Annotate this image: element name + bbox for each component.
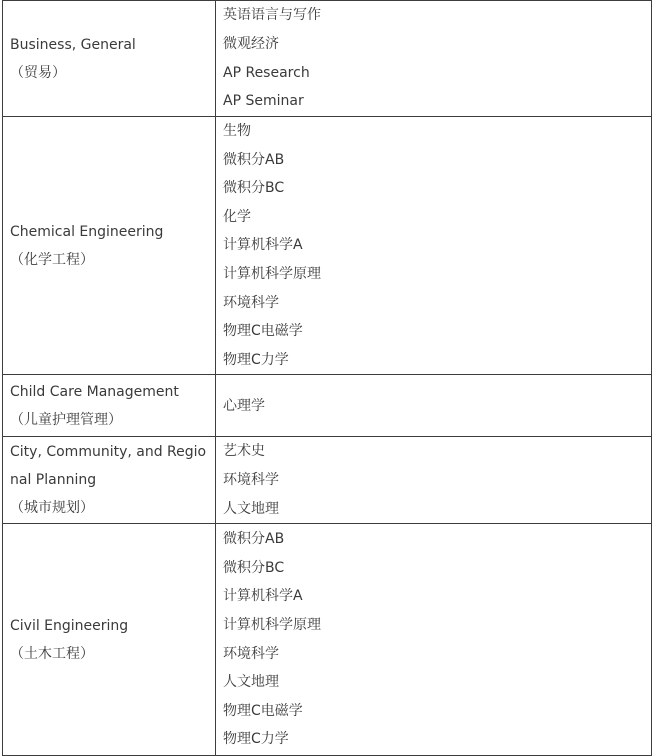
major-chinese-name: （贸易） xyxy=(10,64,66,81)
course-item: 英语语言与写作 xyxy=(223,7,321,24)
major-english-name: Chemical Engineering xyxy=(10,223,164,240)
major-cell xyxy=(3,1,216,117)
major-chinese-name: （儿童护理管理） xyxy=(10,411,122,428)
major-cell xyxy=(3,524,216,756)
course-item: 微观经济 xyxy=(223,35,279,52)
course-item: 生物 xyxy=(223,123,251,139)
table-row xyxy=(3,1,652,117)
course-item: 计算机科学原理 xyxy=(223,265,321,282)
course-item: 物理C电磁学 xyxy=(223,323,303,340)
major-english-name: Civil Engineering xyxy=(10,617,129,634)
course-item: 环境科学 xyxy=(223,645,279,662)
course-list-cell xyxy=(216,117,652,375)
course-item: 计算机科学原理 xyxy=(223,617,321,634)
course-list-cell xyxy=(216,524,652,756)
course-item: 物理C力学 xyxy=(223,731,289,748)
course-item: 人文地理 xyxy=(223,674,279,691)
major-cell xyxy=(3,437,216,524)
table-row xyxy=(3,524,652,756)
course-item: 人文地理 xyxy=(223,500,279,517)
course-item: 化学 xyxy=(223,208,251,225)
major-cell xyxy=(3,117,216,375)
course-item: 心理学 xyxy=(223,397,265,414)
major-chinese-name: （化学工程） xyxy=(10,251,94,268)
table-row xyxy=(3,117,652,375)
course-item: AP Research xyxy=(223,64,310,81)
course-item: 微积分BC xyxy=(223,180,285,197)
major-chinese-name: （土木工程） xyxy=(10,645,94,662)
course-list-cell xyxy=(216,437,652,524)
table-row xyxy=(3,437,652,524)
course-item: 计算机科学A xyxy=(223,588,303,605)
course-item: 物理C力学 xyxy=(223,351,289,368)
major-english-name: City, Community, and Regional Planning xyxy=(10,444,207,489)
course-item: 微积分AB xyxy=(223,151,285,168)
major-course-table xyxy=(2,0,652,756)
course-item: 环境科学 xyxy=(223,294,279,311)
table-row xyxy=(3,375,652,437)
course-list-cell xyxy=(216,1,652,117)
course-item: 计算机科学A xyxy=(223,237,303,254)
course-item: 微积分BC xyxy=(223,559,285,576)
course-item: 物理C电磁学 xyxy=(223,702,303,719)
course-item: AP Seminar xyxy=(223,93,304,110)
course-item: 环境科学 xyxy=(223,471,279,488)
course-item: 艺术史 xyxy=(223,443,265,460)
major-english-name: Child Care Management xyxy=(10,383,179,400)
course-list-cell xyxy=(216,375,652,437)
course-item: 微积分AB xyxy=(223,531,285,548)
major-chinese-name: （城市规划） xyxy=(10,500,94,517)
major-english-name: Business, General xyxy=(10,36,136,53)
major-cell xyxy=(3,375,216,437)
